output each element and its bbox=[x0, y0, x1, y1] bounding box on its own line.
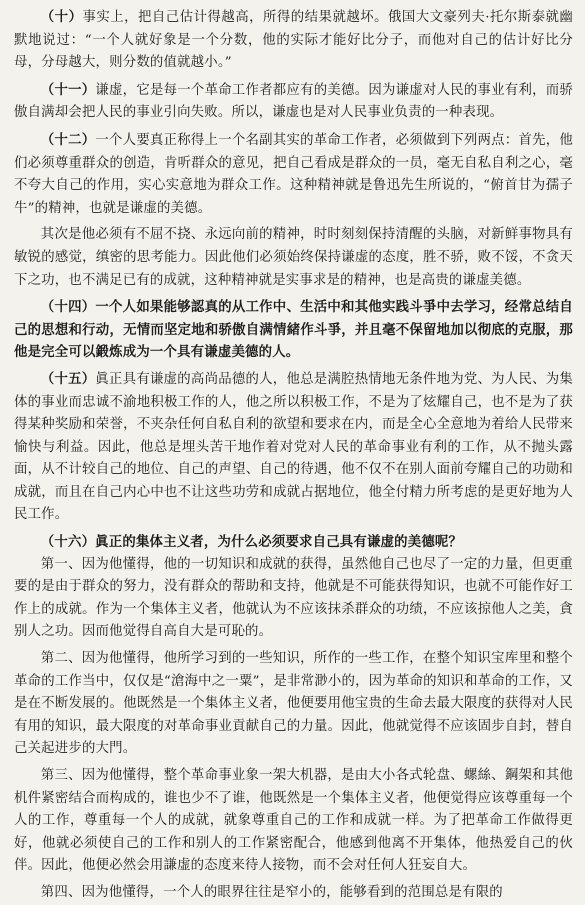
paragraph-text: 第三、因为他懂得，整个革命事业象一架大机器，是由大小各式轮盘、螺絲、鋼架和其他机件紧密结合而构成的，谁也少不了谁，他既然是一个集体主义者，他便觉得应该尊重每一个人的工作，尊重每一个人的成就，就象尊重自己的工作和成就一样。为了把革命工作做得更好，他就必须使自己的工作和别人的工作紧密配合，他感到他离不开集体，他热爱自己的伙伴。因此，他便必然会用謙虚的态度来待人接物，而不会对任何人狂妄自大。 bbox=[14, 768, 573, 874]
paragraph-text: 事实上，把自己估计得越高，所得的结果就越坏。俄国大文豪列夫·托尔斯泰就幽默地说过：“一个人就好象是一个分数，他的实际才能好比分子，而他对自己的估计好比分母，分母越大，则分数的值就越小。” bbox=[14, 10, 573, 71]
paragraph-14 bbox=[14, 296, 573, 364]
paragraph-16-point-2 bbox=[14, 648, 573, 761]
paragraph-text: 第一、因为他懂得，他的一切知识和成就的获得，虽然他自己也尽了一定的力量，但更重要的是由于群众的努力，没有群众的帮助和支持，他就是不可能获得知识，也就不可能作好工作上的成就。作为一个集体主义者，他就认为不应该抹杀群众的功绩，不应该掠他人之美，貪别人之功。因而他觉得自高自大是可恥的。 bbox=[14, 556, 573, 640]
paragraph-text: 谦虚，它是每一个革命工作者都应有的美德。因为谦虚对人民的事业有利，而骄傲自满却会把人民的事业引向失败。所以，谦虚也是对人民事业负责的一种表现。 bbox=[14, 82, 573, 121]
paragraph-16-point-4 bbox=[14, 882, 573, 905]
paragraph-12 bbox=[14, 129, 573, 220]
paragraph-number: （十一） bbox=[40, 81, 96, 98]
paragraph-16-point-1 bbox=[14, 554, 573, 644]
paragraph-11 bbox=[14, 79, 573, 125]
paragraph-text: 第二、因为他懂得，他所学习到的一些知识，所作的一些工作，在整个知识宝库里和整个革命的工作当中，仅仅是“滄海中之一粟”，是非常渺小的，因为革命的知识和革命的工作，又是在不断发展的。他既然是一个集体主义者，他便要用他宝贵的生命去最大限度的获得对人民有用的知识，最大限度的对革命事业貢献自己的力量。因此，他就觉得不应该固步自封，替自己关起进步的大門。 bbox=[14, 651, 573, 757]
paragraph-text: 眞正的集体主义者，为什么必须要求自己具有谦虚的美德呢？ bbox=[95, 534, 463, 551]
paragraph-text: 眞正具有谦虚的高尚品德的人，他总是满腔热情地无条件地为党、为人民、为集体的事业而忠诚不渝地积极工作的人，他之所以积极工作，不是为了炫耀自己，也不是为了获得某种奖励和荣誉，不夹杂任何自私自利的欲望和要求在内，而是全心全意地为着给人民带来愉快与利益。因此，他总是埋头苦干地作着对党对人民的革命事业有利的工作，从不抛头露面，从不计较自己的地位、自己的声望、自己的待遇，他不仅不在别人面前夸耀自己的功勋和成就，而且在自己内心中也不让这些功劳和成就占据地位，他全付精力所考虑的是更好地为人民工作。 bbox=[14, 371, 573, 523]
paragraph-number: （十五） bbox=[40, 370, 96, 387]
paragraph-number: （十四） bbox=[40, 299, 96, 316]
paragraph-number: （十二） bbox=[40, 131, 96, 148]
paragraph-text: 一个人要真正称得上一个名副其实的革命工作者，必须做到下列两点：首先，他们必须尊重群众的创造，肯听群众的意见，把自己看成是群众的一员，毫无自私自利之心，毫不夸大自己的作用，实心实意地为群众工作。这种精神就是鲁迅先生所说的，“俯首甘为孺子牛”的精神，也就是谦虚的美德。 bbox=[14, 132, 573, 216]
paragraph-number: （十） bbox=[40, 9, 83, 25]
paragraph-16-question bbox=[14, 531, 573, 554]
paragraph-text: 一个人如果能够認真的从工作中、生活中和其他实践斗爭中去学习，经常总结自己的思想和行动，无情而坚定地和骄傲自满情緒作斗爭，并且毫不保留地加以彻底的克服，那他是完全可以鍛炼成为一个具有谦虚美德的人。 bbox=[14, 299, 573, 361]
paragraph-10 bbox=[14, 6, 573, 75]
paragraph-text: 第四、因为他懂得，一个人的眼界往往是窄小的，能够看到的范围总是有限的 bbox=[40, 884, 503, 900]
paragraph-text: 其次是他必须有不屈不挠、永远向前的精神，时时刻刻保持清醒的头脑，对新鲜事物具有敏锐的感觉，缜密的思考能力。因此他们必须始终保持谦虚的态度，胜不骄，败不馁，不贪天下之功，也不满足已有的成就，这种精神就是实事求是的精神，也是高贵的谦虚美德。 bbox=[14, 227, 573, 288]
paragraph-12-continued bbox=[14, 224, 573, 292]
paragraph-16-point-3 bbox=[14, 765, 573, 878]
paragraph-15 bbox=[14, 368, 573, 527]
paragraph-number: （十六） bbox=[40, 534, 96, 551]
